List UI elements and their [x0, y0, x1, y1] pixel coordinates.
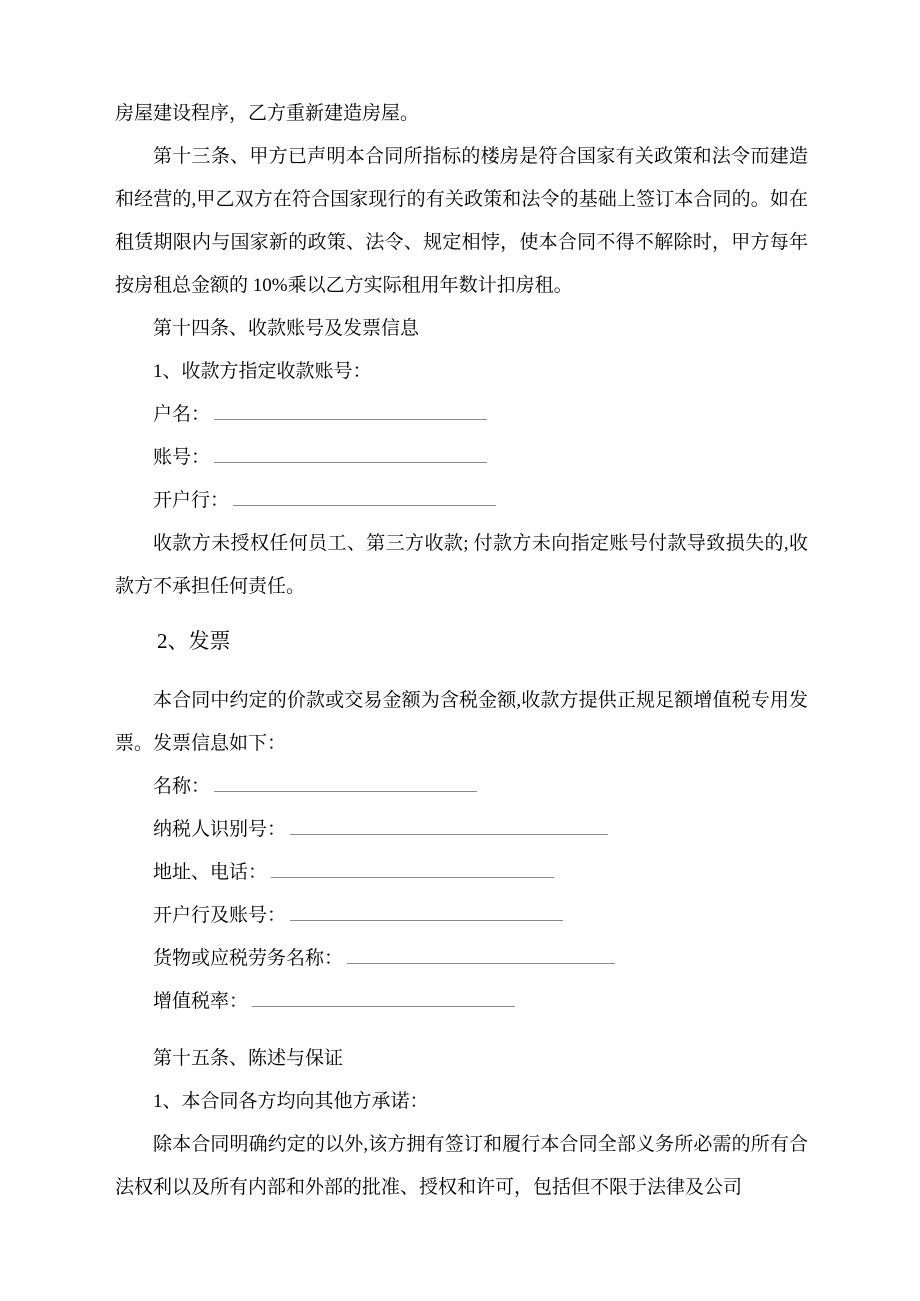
account-holder-label: 户名： [153, 404, 211, 425]
invoice-heading: 2、发票 [157, 629, 231, 653]
taxpayer-id-blank [290, 817, 608, 835]
field-line-bank-account [115, 894, 808, 937]
bank-account-blank [290, 903, 563, 921]
account-holder-blank [214, 402, 487, 420]
account-intro: 1、收款方指定收款账号： [153, 361, 372, 382]
article-13-paragraph: 第十三条、甲方已声明本合同所指标的楼房是符合国家有关政策和法令而建造和经营的,甲乙双方在符合国家现行的有关政策和法令的基础上签订本合同的。如在租赁期限内与国家新的政策、法令、规定相悖，使本合同不得不解除时，甲方每年按房租总金额的 10%乘以乙方实际租用年数计扣房租。 [115, 146, 808, 296]
account-number-label: 账号： [153, 447, 211, 468]
taxpayer-id-label: 纳税人识别号： [153, 819, 287, 840]
field-line-taxpayer-id [115, 808, 808, 851]
field-line-account-number [115, 436, 808, 479]
account-disclaimer: 收款方未授权任何员工、第三方收款; 付款方未向指定账号付款导致损失的,收款方不承担任何责任。 [115, 533, 808, 597]
address-phone-blank [271, 860, 554, 878]
field-line-account-holder [115, 393, 808, 436]
field-line-address-phone [115, 851, 808, 894]
goods-services-blank [347, 946, 615, 964]
address-phone-label: 地址、电话： [153, 862, 268, 883]
vat-rate-label: 增值税率： [153, 991, 249, 1012]
invoice-name-label: 名称： [153, 776, 211, 797]
article-14-heading: 第十四条、收款账号及发票信息 [153, 318, 420, 339]
goods-services-label: 货物或应税劳务名称： [153, 948, 344, 969]
account-number-blank [214, 445, 487, 463]
field-line-vat-rate [115, 980, 808, 1023]
representation-body: 除本合同明确约定的以外,该方拥有签订和履行本合同全部义务所必需的所有合法权利以及所有内部和外部的批准、授权和许可，包括但不限于法律及公司 [115, 1134, 808, 1198]
field-line-invoice-name [115, 765, 808, 808]
field-line-goods-services [115, 937, 808, 980]
field-line-account-bank [115, 479, 808, 522]
document-body [115, 92, 808, 1209]
invoice-intro: 本合同中约定的价款或交易金额为含税金额,收款方提供正规足额增值税专用发票。发票信息如下： [115, 690, 808, 754]
representation-intro: 1、本合同各方均向其他方承诺： [153, 1091, 429, 1112]
bank-account-label: 开户行及账号： [153, 905, 287, 926]
invoice-name-blank [214, 774, 477, 792]
account-bank-label: 开户行： [153, 490, 230, 511]
continuation-paragraph: 房屋建设程序，乙方重新建造房屋。 [115, 103, 420, 124]
article-15-heading: 第十五条、陈述与保证 [153, 1048, 344, 1069]
vat-rate-blank [252, 989, 515, 1007]
account-bank-blank [233, 488, 496, 506]
